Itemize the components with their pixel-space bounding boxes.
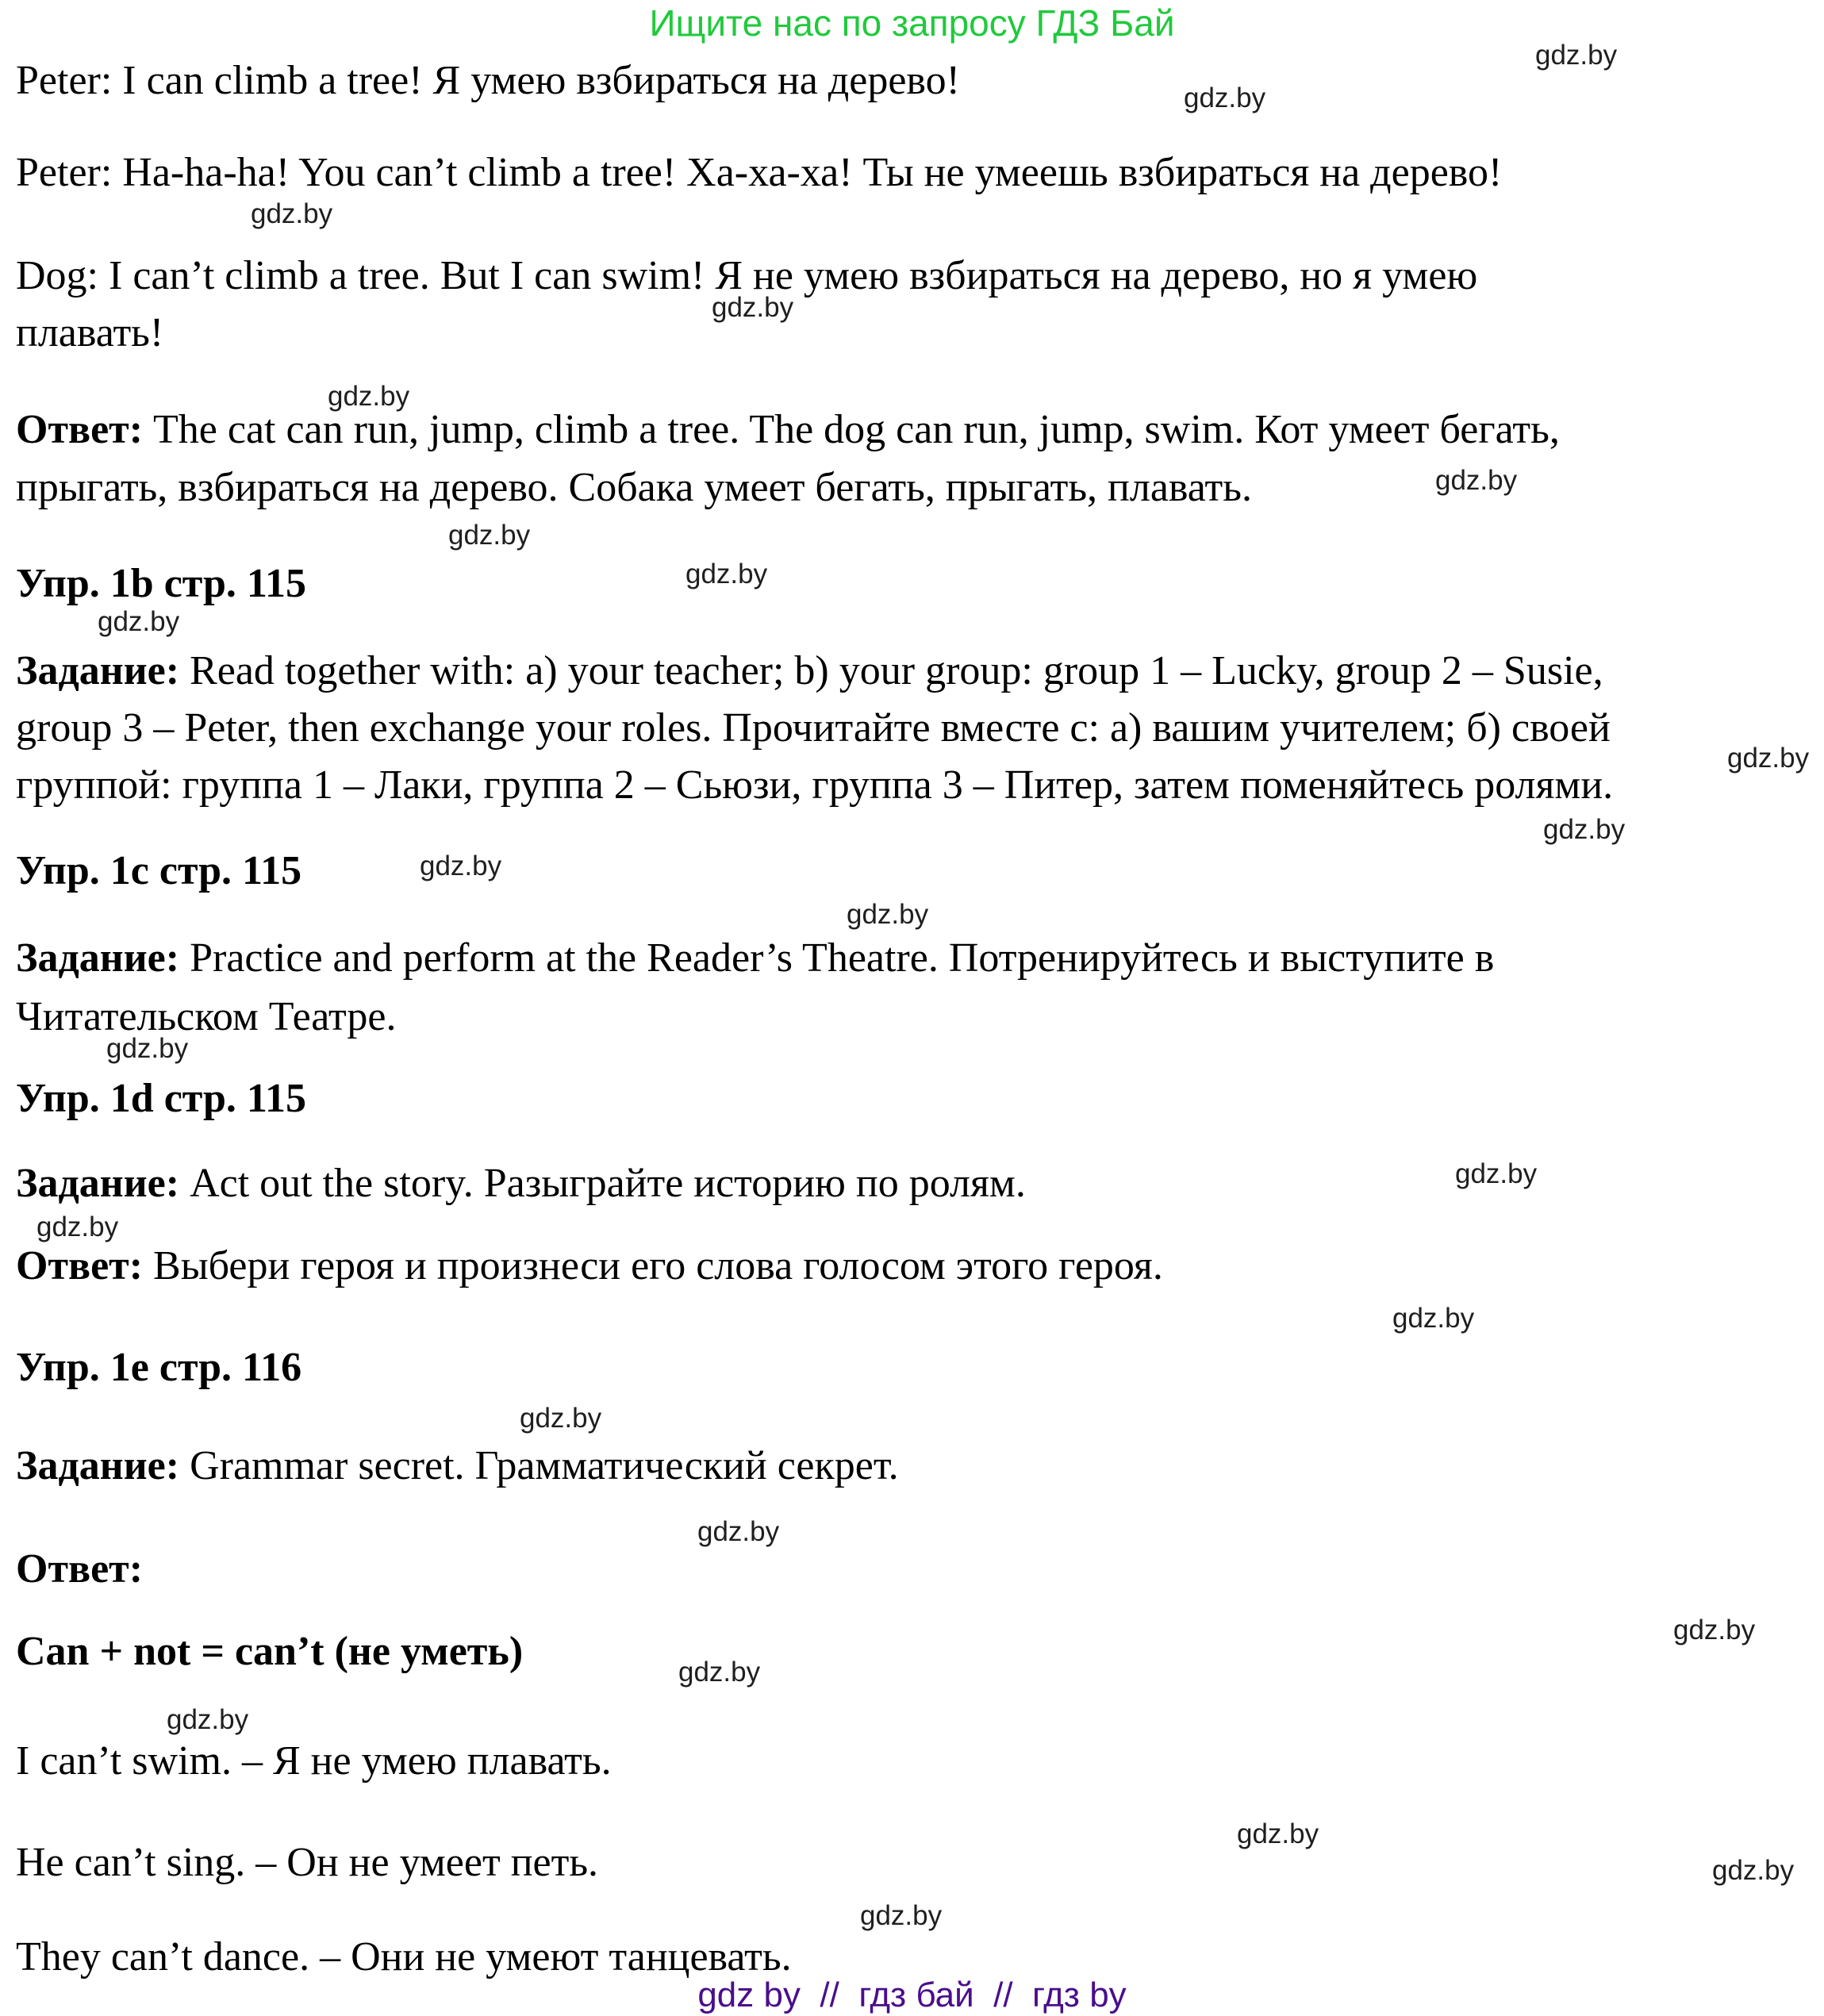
answer-line-continuation: прыгать, взбираться на дерево. Собака умеет бегать, прыгать, плавать. bbox=[16, 465, 1252, 510]
answer-line: Ответ: The cat can run, jump, climb a tree. The dog can run, jump, swim. Кот умеет бегать, bbox=[16, 407, 1560, 452]
task-line-continuation: Читательском Театре. bbox=[16, 994, 397, 1039]
gdz-watermark: gdz.by bbox=[678, 1657, 761, 1688]
gdz-watermark: gdz.by bbox=[36, 1212, 119, 1242]
gdz-watermark: gdz.by bbox=[1184, 83, 1266, 113]
example-line: I can’t swim. – Я не умею плавать. bbox=[16, 1738, 612, 1784]
dialogue-line: Peter: I can climb a tree! Я умею взбираться на дерево! bbox=[16, 58, 960, 103]
task-line-continuation: группой: группа 1 – Лаки, группа 2 – Сьюзи, группа 3 – Питер, затем поменяйтесь ролями. bbox=[16, 762, 1614, 808]
gdz-watermark: gdz.by bbox=[1727, 743, 1810, 774]
gdz-watermark: gdz.by bbox=[520, 1403, 602, 1434]
gdz-watermark: gdz.by bbox=[1673, 1615, 1756, 1645]
gdz-watermark: gdz.by bbox=[1543, 814, 1626, 845]
promo-banner: Ищите нас по запросу ГДЗ Бай bbox=[649, 2, 1175, 44]
gdz-watermark: gdz.by bbox=[1535, 40, 1618, 71]
grammar-rule: Can + not = can’t (не уметь) bbox=[16, 1629, 524, 1674]
gdz-watermark: gdz.by bbox=[448, 520, 531, 551]
gdz-watermark: gdz.by bbox=[98, 606, 180, 637]
gdz-watermark: gdz.by bbox=[1455, 1158, 1538, 1189]
gdz-watermark: gdz.by bbox=[1237, 1818, 1319, 1849]
example-line: They can’t dance. – Они не умеют танцевать. bbox=[16, 1934, 792, 1980]
footer-links: gdz by // гдз бай // гдз by bbox=[697, 1976, 1127, 2014]
answer-line: Ответ: Выбери героя и произнеси его слова голосом этого героя. bbox=[16, 1243, 1163, 1288]
dialogue-line: Dog: I can’t climb a tree. But I can swim! Я не умею взбираться на дерево, но я умею bbox=[16, 253, 1478, 298]
gdz-watermark: gdz.by bbox=[106, 1033, 189, 1064]
dialogue-line-continuation: плавать! bbox=[16, 310, 164, 355]
task-line-continuation: group 3 – Peter, then exchange your roles. Прочитайте вместе с: а) вашим учителем; б) своей bbox=[16, 705, 1611, 751]
gdz-watermark: gdz.by bbox=[251, 198, 333, 229]
task-line: Задание: Read together with: a) your teacher; b) your group: group 1 – Lucky, group 2 – Susie, bbox=[16, 648, 1603, 693]
answer-label: Ответ: bbox=[16, 1546, 144, 1592]
gdz-watermark: gdz.by bbox=[167, 1704, 249, 1735]
exercise-heading-1c: Упр. 1c стр. 115 bbox=[16, 848, 302, 893]
task-line: Задание: Grammar secret. Грамматический секрет. bbox=[16, 1443, 899, 1488]
gdz-watermark: gdz.by bbox=[697, 1516, 780, 1547]
gdz-watermark: gdz.by bbox=[712, 292, 794, 323]
gdz-watermark: gdz.by bbox=[1435, 465, 1518, 496]
exercise-heading-1b: Упр. 1b стр. 115 bbox=[16, 561, 307, 606]
gdz-watermark: gdz.by bbox=[420, 851, 502, 881]
gdz-watermark: gdz.by bbox=[860, 1900, 943, 1931]
task-line: Задание: Practice and perform at the Reader’s Theatre. Потренируйтесь и выступите в bbox=[16, 935, 1495, 981]
exercise-heading-1d: Упр. 1d стр. 115 bbox=[16, 1076, 307, 1121]
gdz-watermark: gdz.by bbox=[685, 559, 768, 589]
gdz-watermark: gdz.by bbox=[328, 381, 410, 412]
gdz-watermark: gdz.by bbox=[1392, 1303, 1475, 1334]
gdz-watermark: gdz.by bbox=[847, 899, 929, 930]
task-line: Задание: Act out the story. Разыграйте историю по ролям. bbox=[16, 1161, 1026, 1206]
exercise-heading-1e: Упр. 1e стр. 116 bbox=[16, 1345, 302, 1390]
dialogue-line: Peter: Ha-ha-ha! You can’t climb a tree! Ха-ха-ха! Ты не умеешь взбираться на дерево! bbox=[16, 150, 1503, 195]
example-line: He can’t sing. – Он не умеет петь. bbox=[16, 1840, 599, 1885]
gdz-watermark: gdz.by bbox=[1712, 1855, 1795, 1886]
